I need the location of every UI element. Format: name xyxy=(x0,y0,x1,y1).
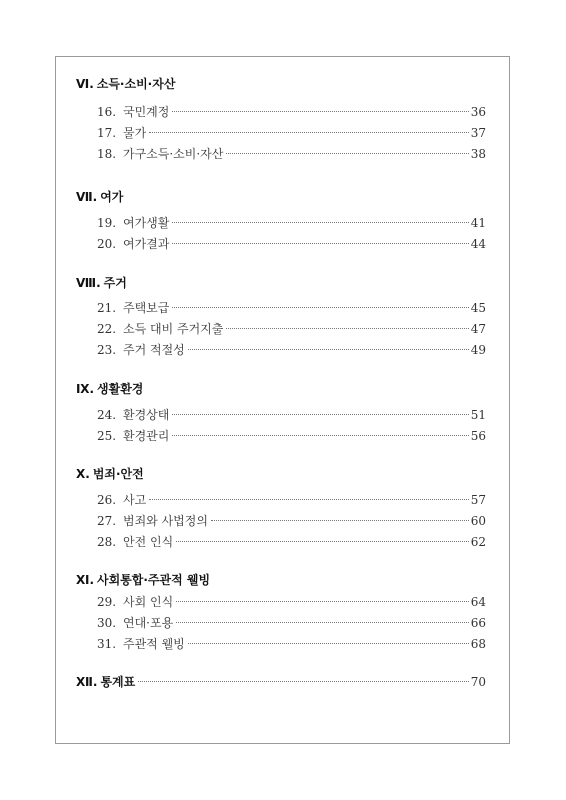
entry-number: 16. xyxy=(97,105,117,119)
entry-page: 51 xyxy=(470,408,486,422)
entry-page: 56 xyxy=(470,429,486,443)
entry-number: 26. xyxy=(97,493,117,507)
toc-entry[interactable] xyxy=(97,532,486,552)
entry-number: 18. xyxy=(97,147,117,161)
entry-number: 29. xyxy=(97,595,117,609)
entry-page: 37 xyxy=(470,126,486,140)
section-numeral: Ⅶ. xyxy=(76,190,98,204)
toc-entry[interactable] xyxy=(97,511,486,531)
entry-page: 70 xyxy=(470,675,486,689)
toc-entry[interactable] xyxy=(97,144,486,164)
section-title: 범죄·안전 xyxy=(92,467,144,481)
toc-entry[interactable] xyxy=(97,490,486,510)
entry-title: 여가생활 xyxy=(123,216,170,230)
entry-page: 60 xyxy=(470,514,486,528)
entry-number: 31. xyxy=(97,637,117,651)
entry-title: 주택보급 xyxy=(123,301,170,315)
dot-leader xyxy=(172,413,468,415)
section-numeral: Ⅹ. xyxy=(76,467,90,481)
toc-frame xyxy=(55,56,510,744)
dot-leader xyxy=(149,131,469,133)
dot-leader xyxy=(176,621,469,623)
entry-page: 44 xyxy=(470,237,486,251)
entry-title: 안전 인식 xyxy=(123,535,174,549)
entry-title: 사고 xyxy=(123,493,147,507)
toc-entry[interactable] xyxy=(97,426,486,446)
entry-title: 물가 xyxy=(123,126,147,140)
dot-leader xyxy=(149,498,469,500)
dot-leader xyxy=(176,600,469,602)
entry-page: 38 xyxy=(470,147,486,161)
section-numeral: Ⅵ. xyxy=(76,77,94,91)
entry-title: 사회 인식 xyxy=(123,595,174,609)
entry-title: 연대·포용 xyxy=(123,616,174,630)
entry-page: 64 xyxy=(470,595,486,609)
entry-title: 여가결과 xyxy=(123,237,170,251)
section-title: 사회통합·주관적 웰빙 xyxy=(97,573,211,587)
entry-title: 주거 적절성 xyxy=(123,343,185,357)
toc-entry[interactable] xyxy=(97,613,486,633)
section-numeral: Ⅷ. xyxy=(76,276,101,290)
entry-number: 23. xyxy=(97,343,117,357)
section-heading[interactable] xyxy=(76,464,144,484)
toc-entry[interactable] xyxy=(97,234,486,254)
entry-page: 47 xyxy=(470,322,486,336)
section-title: 주거 xyxy=(103,276,127,290)
entry-page: 49 xyxy=(470,343,486,357)
entry-title: 환경상태 xyxy=(123,408,170,422)
dot-leader xyxy=(172,110,468,112)
section-heading[interactable] xyxy=(76,187,123,207)
appendix-heading[interactable] xyxy=(76,672,486,692)
entry-page: 68 xyxy=(470,637,486,651)
section-title: 생활환경 xyxy=(97,382,144,396)
entry-number: 30. xyxy=(97,616,117,630)
entry-number: 17. xyxy=(97,126,117,140)
toc-entry[interactable] xyxy=(97,213,486,233)
entry-page: 45 xyxy=(470,301,486,315)
section-title: 여가 xyxy=(100,190,124,204)
dot-leader xyxy=(172,242,468,244)
entry-page: 57 xyxy=(470,493,486,507)
entry-page: 41 xyxy=(470,216,486,230)
entry-number: 21. xyxy=(97,301,117,315)
dot-leader xyxy=(138,680,468,682)
entry-page: 66 xyxy=(470,616,486,630)
dot-leader xyxy=(172,221,468,223)
entry-number: 28. xyxy=(97,535,117,549)
entry-title: 가구소득·소비·자산 xyxy=(123,147,224,161)
entry-number: 20. xyxy=(97,237,117,251)
entry-number: 19. xyxy=(97,216,117,230)
section-heading[interactable] xyxy=(76,273,127,293)
toc-entry[interactable] xyxy=(97,405,486,425)
entry-title: 주관적 웰빙 xyxy=(123,637,185,651)
section-heading[interactable] xyxy=(76,74,175,94)
entry-title: 국민계정 xyxy=(123,105,170,119)
toc-entry[interactable] xyxy=(97,634,486,654)
section-heading[interactable] xyxy=(76,570,210,590)
entry-page: 36 xyxy=(470,105,486,119)
dot-leader xyxy=(211,519,469,521)
entry-title: 환경관리 xyxy=(123,429,170,443)
toc-entry[interactable] xyxy=(97,340,486,360)
dot-leader xyxy=(176,540,469,542)
entry-number: 24. xyxy=(97,408,117,422)
toc-entry[interactable] xyxy=(97,592,486,612)
toc-entry[interactable] xyxy=(97,298,486,318)
dot-leader xyxy=(188,642,469,644)
section-numeral: Ⅸ. xyxy=(76,382,95,396)
entry-title: 소득 대비 주거지출 xyxy=(123,322,224,336)
dot-leader xyxy=(172,306,468,308)
dot-leader xyxy=(188,348,469,350)
entry-number: 27. xyxy=(97,514,117,528)
section-numeral: Ⅻ. xyxy=(76,675,98,689)
section-title: 통계표 xyxy=(100,675,136,689)
toc-entry[interactable] xyxy=(97,123,486,143)
entry-page: 62 xyxy=(470,535,486,549)
section-title: 소득·소비·자산 xyxy=(96,77,176,91)
dot-leader xyxy=(172,434,468,436)
dot-leader xyxy=(226,327,468,329)
entry-number: 22. xyxy=(97,322,117,336)
entry-number: 25. xyxy=(97,429,117,443)
toc-entry[interactable] xyxy=(97,102,486,122)
toc-entry[interactable] xyxy=(97,319,486,339)
section-heading[interactable] xyxy=(76,379,143,399)
dot-leader xyxy=(226,152,468,154)
entry-title: 범죄와 사법정의 xyxy=(123,514,208,528)
section-numeral: Ⅺ. xyxy=(76,573,94,587)
